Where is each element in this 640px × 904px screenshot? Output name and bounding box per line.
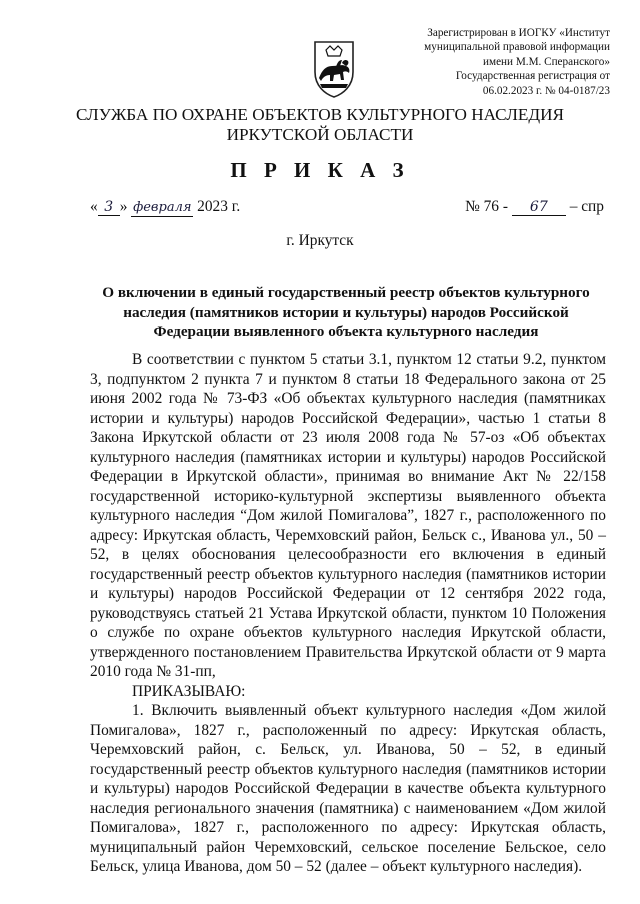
- heading-line: наследия (памятников истории и культуры) народов Российской: [123, 303, 569, 321]
- date-day-handwritten: 3: [98, 199, 120, 216]
- number-handwritten: 67: [512, 199, 566, 216]
- coat-of-arms-babr-icon: [312, 36, 356, 98]
- document-number: [465, 198, 604, 216]
- registration-line: 06.02.2023 г. № 04-0187/23: [482, 84, 610, 97]
- organization-line: СЛУЖБА ПО ОХРАНЕ ОБЪЕКТОВ КУЛЬТУРНОГО НАСЛЕДИЯ: [76, 105, 564, 124]
- coat-of-arms-icon: [312, 36, 356, 98]
- registration-line: имени М.М. Сперанского»: [483, 55, 610, 68]
- document-body: [90, 350, 606, 877]
- number-suffix: – спр: [569, 198, 604, 215]
- registration-line: муниципальной правовой информации: [424, 41, 610, 54]
- number-prefix: № 76 -: [465, 198, 508, 215]
- organization-name: [60, 105, 580, 145]
- date-month-handwritten: февраля: [133, 200, 192, 215]
- order-item-1: 1. Включить выявленный объект культурного наследия «Дом жилой Помигалова», 1827 г., расположенный по адресу: Иркутская область, Черемховский район, с. Бельск, ул. Иванова, 50 – 52, в единый государственный реестр объектов культурного наследия (памятников истории и культуры) народов Российской Федерации в качестве объекта культурного наследия регионального значения (памятника) с наименованием «Дом жилой Помигалова», 1827 г., расположенного по адресу: Иркутская область, муниципальный район Черемховский, сельское поселение Бельское, село Бельск, улица Иванова, дом 50 – 52 (далее – объект культурного наследия).: [90, 702, 606, 875]
- date-quote-close: »: [119, 198, 128, 215]
- document-type: П Р И К А З: [230, 158, 410, 182]
- heading-line: Федерации выявленного объекта культурного наследия: [153, 323, 539, 340]
- date-quote-open: «: [90, 198, 98, 215]
- organization-line: ИРКУТСКОЙ ОБЛАСТИ: [226, 125, 414, 144]
- date-number-line: [90, 198, 604, 220]
- document-heading: [88, 283, 604, 342]
- registration-line: Государственная регистрация от: [455, 70, 610, 83]
- document-date: [90, 198, 240, 217]
- city: г. Иркутск: [286, 232, 354, 249]
- preamble-paragraph: В соответствии с пунктом 5 статьи 3.1, пунктом 12 статьи 9.2, пунктом 3, подпунктом 2 пункта 7 и пунктом 8 статьи 18 Федерального закона от 25 июня 2002 года № 73-ФЗ «Об объектах культурного наследия (памятниках истории и культуры) народов Российской Федерации», частью 1 статьи 8 Закона Иркутской области от 23 июля 2008 года № 57-оз «Об объектах культурного наследия (памятниках истории и культуры) народов Российской Федерации в Иркутской области», принимая во внимание Акт № 22/158 государственной историко-культурной экспертизы выявленного объекта культурного наследия “Дом жилой Помигалова”, 1827 г., расположенного по адресу: Иркутская область, Черемховский район, Бельск с., Иванова ул., 50 – 52, в целях обоснования целесообразности его включения в единый государственный реестр объектов культурного наследия (памятников истории и культуры) народов Российской Федерации от 12 сентября 2022 года, руководствуясь статьей 21 Устава Иркутской области, пунктом 10 Положения о службе по охране объектов культурного наследия Иркутской области, утвержденного постановлением Правительства Иркутской области от 9 марта 2010 года № 31-пп,: [90, 351, 606, 680]
- registration-stamp: [370, 26, 610, 98]
- order-word: ПРИКАЗЫВАЮ:: [132, 682, 246, 700]
- heading-line: О включении в единый государственный реестр объектов культурного: [102, 284, 590, 301]
- registration-line: Зарегистрирован в ИОГКУ «Институт: [427, 27, 610, 39]
- date-year: 2023 г.: [197, 198, 241, 215]
